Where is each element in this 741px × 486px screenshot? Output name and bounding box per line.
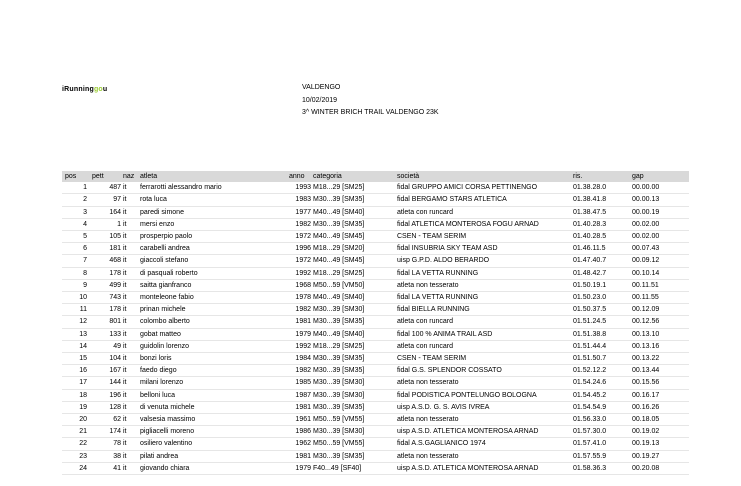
cell-societa: atleta non tesserato	[397, 414, 573, 426]
cell-categoria: M30...39 [SM35]	[311, 353, 397, 365]
table-row	[62, 182, 689, 194]
cell-pett: 743	[87, 292, 121, 304]
cell-pos: 14	[62, 340, 87, 352]
cell-societa: fidal GRUPPO AMICI CORSA PETTINENGO	[397, 182, 573, 194]
cell-naz: it	[121, 316, 138, 328]
cell-anno: 1981	[289, 450, 311, 462]
cell-gap: 00.13.16	[632, 340, 689, 352]
cell-gap: 00.19.02	[632, 426, 689, 438]
cell-pos: 15	[62, 353, 87, 365]
cell-gap: 00.13.22	[632, 353, 689, 365]
cell-atleta: faedo diego	[138, 365, 289, 377]
cell-anno: 1982	[289, 218, 311, 230]
cell-gap: 00.19.27	[632, 450, 689, 462]
cell-naz: it	[121, 414, 138, 426]
cell-societa: uisp G.P.D. ALDO BERARDO	[397, 255, 573, 267]
table-row	[62, 328, 689, 340]
table-row	[62, 353, 689, 365]
cell-ris: 01.50.37.5	[573, 304, 632, 316]
cell-pos: 23	[62, 450, 87, 462]
results-table	[62, 171, 689, 475]
cell-ris: 01.56.33.0	[573, 414, 632, 426]
cell-pett: 178	[87, 304, 121, 316]
cell-societa: fidal INSUBRIA SKY TEAM ASD	[397, 243, 573, 255]
cell-categoria: M40...49 [SM40]	[311, 292, 397, 304]
cell-anno: 1978	[289, 292, 311, 304]
cell-atleta: di pasquali roberto	[138, 267, 289, 279]
cell-naz: it	[121, 450, 138, 462]
table-row	[62, 450, 689, 462]
cell-ris: 01.48.42.7	[573, 267, 632, 279]
cell-pos: 9	[62, 279, 87, 291]
cell-anno: 1962	[289, 438, 311, 450]
results-table-body	[62, 182, 689, 474]
cell-atleta: di venuta michele	[138, 401, 289, 413]
brand-logo	[62, 86, 107, 93]
cell-pos: 1	[62, 182, 87, 194]
cell-societa: fidal BERGAMO STARS ATLETICA	[397, 194, 573, 206]
cell-societa: atleta con runcard	[397, 340, 573, 352]
cell-ris: 01.46.11.5	[573, 243, 632, 255]
cell-ris: 01.38.41.8	[573, 194, 632, 206]
table-row	[62, 194, 689, 206]
cell-pett: 487	[87, 182, 121, 194]
cell-societa: atleta con runcard	[397, 206, 573, 218]
cell-categoria: M50...59 [VM50]	[311, 279, 397, 291]
cell-anno: 1968	[289, 279, 311, 291]
cell-gap: 00.16.17	[632, 389, 689, 401]
cell-pett: 128	[87, 401, 121, 413]
table-row	[62, 462, 689, 474]
table-row	[62, 255, 689, 267]
cell-naz: it	[121, 206, 138, 218]
cell-categoria: M30...39 [SM35]	[311, 316, 397, 328]
cell-anno: 1979	[289, 328, 311, 340]
cell-anno: 1979	[289, 462, 311, 474]
cell-societa: fidal LA VETTA RUNNING	[397, 292, 573, 304]
cell-categoria: M18...29 [SM25]	[311, 267, 397, 279]
cell-ris: 01.51.44.4	[573, 340, 632, 352]
cell-pos: 24	[62, 462, 87, 474]
table-row	[62, 401, 689, 413]
cell-anno: 1983	[289, 194, 311, 206]
cell-categoria: M30...39 [SM30]	[311, 377, 397, 389]
cell-atleta: carabelli andrea	[138, 243, 289, 255]
cell-atleta: giovando chiara	[138, 462, 289, 474]
cell-categoria: M30...39 [SM35]	[311, 365, 397, 377]
cell-gap: 00.13.10	[632, 328, 689, 340]
table-row	[62, 267, 689, 279]
cell-categoria: M40...49 [SM45]	[311, 255, 397, 267]
cell-anno: 1986	[289, 426, 311, 438]
cell-atleta: prinan michele	[138, 304, 289, 316]
cell-pett: 133	[87, 328, 121, 340]
logo-text-main: iRunning	[62, 86, 94, 93]
event-header	[302, 82, 439, 120]
cell-naz: it	[121, 292, 138, 304]
cell-naz: it	[121, 377, 138, 389]
table-row	[62, 340, 689, 352]
col-naz: naz	[121, 171, 138, 182]
cell-gap: 00.18.05	[632, 414, 689, 426]
cell-ris: 01.50.19.1	[573, 279, 632, 291]
cell-categoria: M30...39 [SM30]	[311, 304, 397, 316]
cell-pos: 11	[62, 304, 87, 316]
col-societa: società	[397, 171, 573, 182]
cell-atleta: pilati andrea	[138, 450, 289, 462]
cell-ris: 01.54.24.6	[573, 377, 632, 389]
cell-gap: 00.02.00	[632, 231, 689, 243]
cell-atleta: monteleone fabio	[138, 292, 289, 304]
cell-anno: 1981	[289, 316, 311, 328]
cell-gap: 00.20.08	[632, 462, 689, 474]
cell-societa: atleta non tesserato	[397, 279, 573, 291]
cell-societa: CSEN - TEAM SERIM	[397, 231, 573, 243]
cell-naz: it	[121, 328, 138, 340]
cell-societa: atleta con runcard	[397, 316, 573, 328]
cell-anno: 1992	[289, 267, 311, 279]
cell-categoria: M30...39 [SM35]	[311, 194, 397, 206]
table-row	[62, 426, 689, 438]
cell-pett: 801	[87, 316, 121, 328]
cell-societa: fidal LA VETTA RUNNING	[397, 267, 573, 279]
cell-pett: 1	[87, 218, 121, 230]
cell-pett: 49	[87, 340, 121, 352]
cell-pos: 21	[62, 426, 87, 438]
cell-ris: 01.47.40.7	[573, 255, 632, 267]
cell-anno: 1982	[289, 304, 311, 316]
cell-categoria: M18...29 [SM25]	[311, 182, 397, 194]
cell-anno: 1977	[289, 206, 311, 218]
cell-atleta: rota luca	[138, 194, 289, 206]
cell-societa: uisp A.S.D. ATLETICA MONTEROSA ARNAD	[397, 426, 573, 438]
cell-categoria: M40...49 [SM40]	[311, 206, 397, 218]
cell-pos: 5	[62, 231, 87, 243]
cell-gap: 00.09.12	[632, 255, 689, 267]
cell-pett: 62	[87, 414, 121, 426]
cell-pett: 144	[87, 377, 121, 389]
cell-ris: 01.57.30.0	[573, 426, 632, 438]
cell-ris: 01.40.28.3	[573, 218, 632, 230]
cell-pos: 4	[62, 218, 87, 230]
cell-ris: 01.54.54.9	[573, 401, 632, 413]
cell-categoria: M30...39 [SM35]	[311, 401, 397, 413]
cell-pett: 78	[87, 438, 121, 450]
cell-anno: 1985	[289, 377, 311, 389]
cell-ris: 01.51.50.7	[573, 353, 632, 365]
cell-ris: 01.51.38.8	[573, 328, 632, 340]
cell-atleta: pigliacelli moreno	[138, 426, 289, 438]
cell-gap: 00.11.51	[632, 279, 689, 291]
cell-ris: 01.38.47.5	[573, 206, 632, 218]
cell-categoria: M30...39 [SM30]	[311, 426, 397, 438]
cell-naz: it	[121, 231, 138, 243]
cell-anno: 1961	[289, 414, 311, 426]
table-row	[62, 365, 689, 377]
cell-societa: fidal 100 % ANIMA TRAIL ASD	[397, 328, 573, 340]
cell-societa: atleta non tesserato	[397, 450, 573, 462]
cell-categoria: M30...39 [SM35]	[311, 450, 397, 462]
cell-pos: 2	[62, 194, 87, 206]
cell-pett: 196	[87, 389, 121, 401]
cell-pett: 174	[87, 426, 121, 438]
cell-pett: 167	[87, 365, 121, 377]
cell-categoria: M50...59 [VM55]	[311, 438, 397, 450]
cell-naz: it	[121, 462, 138, 474]
cell-pos: 19	[62, 401, 87, 413]
logo-text-accent: go	[93, 86, 103, 93]
cell-anno: 1972	[289, 231, 311, 243]
table-row	[62, 231, 689, 243]
col-pett: pett	[87, 171, 121, 182]
results-table-header	[62, 171, 689, 182]
cell-gap: 00.07.43	[632, 243, 689, 255]
cell-atleta: valsesia massimo	[138, 414, 289, 426]
cell-ris: 01.51.24.5	[573, 316, 632, 328]
cell-societa: fidal G.S. SPLENDOR COSSATO	[397, 365, 573, 377]
cell-ris: 01.38.28.0	[573, 182, 632, 194]
cell-ris: 01.50.23.0	[573, 292, 632, 304]
cell-naz: it	[121, 340, 138, 352]
cell-gap: 00.00.19	[632, 206, 689, 218]
cell-pos: 20	[62, 414, 87, 426]
cell-societa: CSEN - TEAM SERIM	[397, 353, 573, 365]
table-row	[62, 243, 689, 255]
cell-societa: fidal A.S.GAGLIANICO 1974	[397, 438, 573, 450]
cell-gap: 00.00.13	[632, 194, 689, 206]
table-row	[62, 414, 689, 426]
cell-atleta: giaccoli stefano	[138, 255, 289, 267]
cell-pett: 181	[87, 243, 121, 255]
table-row	[62, 279, 689, 291]
cell-pos: 10	[62, 292, 87, 304]
cell-naz: it	[121, 243, 138, 255]
cell-categoria: M18...29 [SM20]	[311, 243, 397, 255]
col-gap: gap	[632, 171, 689, 182]
cell-categoria: F40...49 [SF40]	[311, 462, 397, 474]
cell-pos: 17	[62, 377, 87, 389]
table-row	[62, 389, 689, 401]
cell-naz: it	[121, 426, 138, 438]
header-row	[62, 171, 689, 182]
cell-pett: 41	[87, 462, 121, 474]
cell-gap: 00.11.55	[632, 292, 689, 304]
cell-gap: 00.13.44	[632, 365, 689, 377]
cell-atleta: osiliero valentino	[138, 438, 289, 450]
table-row	[62, 438, 689, 450]
results-table-wrap	[62, 171, 677, 475]
cell-anno: 1992	[289, 340, 311, 352]
cell-societa: fidal PODISTICA PONTELUNGO BOLOGNA	[397, 389, 573, 401]
cell-naz: it	[121, 255, 138, 267]
col-ris: ris.	[573, 171, 632, 182]
cell-atleta: colombo alberto	[138, 316, 289, 328]
cell-anno: 1982	[289, 365, 311, 377]
cell-atleta: ferrarotti alessandro mario	[138, 182, 289, 194]
cell-gap: 00.12.09	[632, 304, 689, 316]
cell-naz: it	[121, 304, 138, 316]
cell-categoria: M40...49 [SM45]	[311, 231, 397, 243]
cell-ris: 01.57.55.9	[573, 450, 632, 462]
cell-anno: 1987	[289, 389, 311, 401]
cell-anno: 1993	[289, 182, 311, 194]
cell-pos: 8	[62, 267, 87, 279]
cell-societa: uisp A.S.D. ATLETICA MONTEROSA ARNAD	[397, 462, 573, 474]
cell-pett: 97	[87, 194, 121, 206]
cell-pos: 13	[62, 328, 87, 340]
col-categoria: categoria	[311, 171, 397, 182]
cell-societa: fidal ATLETICA MONTEROSA FOGU ARNAD	[397, 218, 573, 230]
cell-gap: 00.02.00	[632, 218, 689, 230]
cell-atleta: saitta gianfranco	[138, 279, 289, 291]
cell-categoria: M30...39 [SM30]	[311, 389, 397, 401]
cell-atleta: milani lorenzo	[138, 377, 289, 389]
cell-ris: 01.58.36.3	[573, 462, 632, 474]
cell-naz: it	[121, 218, 138, 230]
table-row	[62, 316, 689, 328]
cell-naz: it	[121, 438, 138, 450]
cell-naz: it	[121, 353, 138, 365]
cell-anno: 1972	[289, 255, 311, 267]
cell-gap: 00.12.56	[632, 316, 689, 328]
cell-atleta: prosperpio paolo	[138, 231, 289, 243]
cell-pett: 38	[87, 450, 121, 462]
cell-categoria: M30...39 [SM35]	[311, 218, 397, 230]
cell-pett: 105	[87, 231, 121, 243]
cell-categoria: M50...59 [VM55]	[311, 414, 397, 426]
cell-ris: 01.40.28.5	[573, 231, 632, 243]
cell-pos: 7	[62, 255, 87, 267]
cell-gap: 00.16.26	[632, 401, 689, 413]
cell-pos: 12	[62, 316, 87, 328]
cell-ris: 01.54.45.2	[573, 389, 632, 401]
cell-societa: uisp A.S.D. G. S. AVIS IVREA	[397, 401, 573, 413]
cell-atleta: mersi enzo	[138, 218, 289, 230]
table-row	[62, 206, 689, 218]
cell-naz: it	[121, 401, 138, 413]
cell-naz: it	[121, 182, 138, 194]
cell-naz: it	[121, 279, 138, 291]
cell-gap: 00.15.56	[632, 377, 689, 389]
cell-pett: 468	[87, 255, 121, 267]
cell-atleta: gobat matteo	[138, 328, 289, 340]
cell-gap: 00.10.14	[632, 267, 689, 279]
cell-categoria: M18...29 [SM25]	[311, 340, 397, 352]
cell-pett: 104	[87, 353, 121, 365]
cell-gap: 00.19.13	[632, 438, 689, 450]
table-row	[62, 292, 689, 304]
event-location: VALDENGO	[302, 84, 341, 91]
cell-gap: 00.00.00	[632, 182, 689, 194]
cell-pos: 18	[62, 389, 87, 401]
table-row	[62, 304, 689, 316]
cell-societa: atleta non tesserato	[397, 377, 573, 389]
cell-pett: 164	[87, 206, 121, 218]
cell-anno: 1996	[289, 243, 311, 255]
cell-atleta: bonzi loris	[138, 353, 289, 365]
event-date: 10/02/2019	[302, 96, 338, 104]
col-atleta: atleta	[138, 171, 289, 182]
cell-pos: 3	[62, 206, 87, 218]
cell-naz: it	[121, 365, 138, 377]
cell-ris: 01.57.41.0	[573, 438, 632, 450]
cell-ris: 01.52.12.2	[573, 365, 632, 377]
cell-atleta: paredi simone	[138, 206, 289, 218]
cell-categoria: M40...49 [SM40]	[311, 328, 397, 340]
cell-pos: 6	[62, 243, 87, 255]
logo-text-tail: u	[102, 86, 108, 93]
cell-naz: it	[121, 267, 138, 279]
cell-pos: 22	[62, 438, 87, 450]
col-anno: anno	[289, 171, 311, 182]
table-row	[62, 377, 689, 389]
cell-naz: it	[121, 389, 138, 401]
cell-societa: fidal BIELLA RUNNING	[397, 304, 573, 316]
cell-anno: 1984	[289, 353, 311, 365]
col-pos: pos	[62, 171, 87, 182]
cell-anno: 1981	[289, 401, 311, 413]
cell-atleta: guidolin lorenzo	[138, 340, 289, 352]
cell-naz: it	[121, 194, 138, 206]
event-title: 3^ WINTER BRICH TRAIL VALDENGO 23K	[302, 109, 439, 116]
cell-pett: 499	[87, 279, 121, 291]
table-row	[62, 218, 689, 230]
cell-atleta: belloni luca	[138, 389, 289, 401]
cell-pett: 178	[87, 267, 121, 279]
cell-pos: 16	[62, 365, 87, 377]
